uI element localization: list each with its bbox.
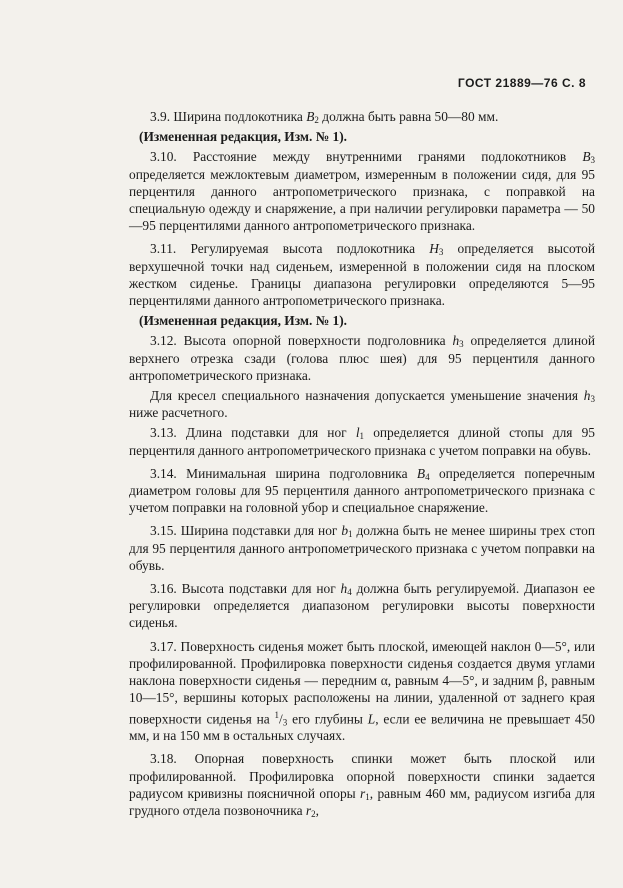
clause-3-11: 3.11. Регулируемая высота подлокотника $H_3$ определяется высотой верхушечной точки над сиденьем, измеренной в положении сидя на плоском жестком сиденье. Границы диапазона регулировки определяются 5—95 перцентилями данного антропометрического признака. (129, 241, 596, 309)
clause-3-14: 3.14. Минимальная ширина подголовника $B_4$ определяется поперечным диаметром головы для 95 перцентиля данного антропометрического признака с учетом поправки на головной убор и специальное снаряжение. (129, 465, 595, 516)
clause-3-10: 3.10. Расстояние между внутренними гранями подлокотников $B_3$ определяется межлоктевым диаметром, измеренным в положении сидя, для 95 перцентиля данного антропометрического признака, с поправкой на специальную одежду и снаряжение, а при наличии регулировки параметра — 50—95 перцентилями данного антропометрического признака. (129, 149, 595, 234)
amendment-note: (Измененная редакция, Изм. № 1). (139, 129, 348, 145)
clause-3-13: 3.13. Длина подставки для ног $l_1$ определяется длиной стопы для 95 перцентиля данного антропометрического признака с учетом поправки на обувь. (129, 425, 595, 458)
clause-3-9: 3.9. Ширина подлокотника $B_2$ должна быть равна 50—80 мм. (150, 109, 499, 125)
clause-3-15: 3.15. Ширина подставки для ног $b_1$ должна быть не менее ширины трех стоп для 95 перцентиля данного антропометрического признака с учетом поправки на обувь. (129, 523, 595, 573)
clause-3-18: 3.18. Опорная поверхность спинки может быть плоской или профилированной. Профилировка опорной поверхности спинки задается радиусом кривизны поясничной опоры $r_1$, равным 460 мм, радиусом изгиба для грудного отдела позвоночника $r_2$, (129, 751, 596, 819)
clause-3-16: 3.16. Высота подставки для ног $h_4$ должна быть регулируемой. Диапазон ее регулировки определяется диапазоном регулировки высоты поверхности сиденья. (129, 581, 595, 631)
clause-3-12-note: Для кресел специального назначения допускается уменьшение значения $h_3$ ниже расчетного. (129, 388, 595, 421)
amendment-note: (Измененная редакция, Изм. № 1). (139, 313, 348, 329)
clause-3-17: 3.17. Поверхность сиденья может быть плоской, имеющей наклон 0—5°, или профилированной. Профилировка поверхности сиденья создается двумя углами наклона поверхности сиденья — передним α, равным 4—5°, и задним β, равным 10—15°, вершины которых расположены на линии, удаленной от заднего края поверхности сиденья на $^1/_3$ его глубины L, если ее величина не превышает 450 мм, и на 150 мм в остальных случаях. (129, 638, 595, 744)
clause-3-12: 3.12. Высота опорной поверхности подголовника $h_3$ определяется длиной верхнего отрезка сзади (голова плюс шея) для 95 перцентиля данного антропометрического признака. (129, 333, 595, 383)
document-body (129, 108, 595, 822)
page-header: ГОСТ 21889—76 С. 8 (457, 76, 586, 90)
